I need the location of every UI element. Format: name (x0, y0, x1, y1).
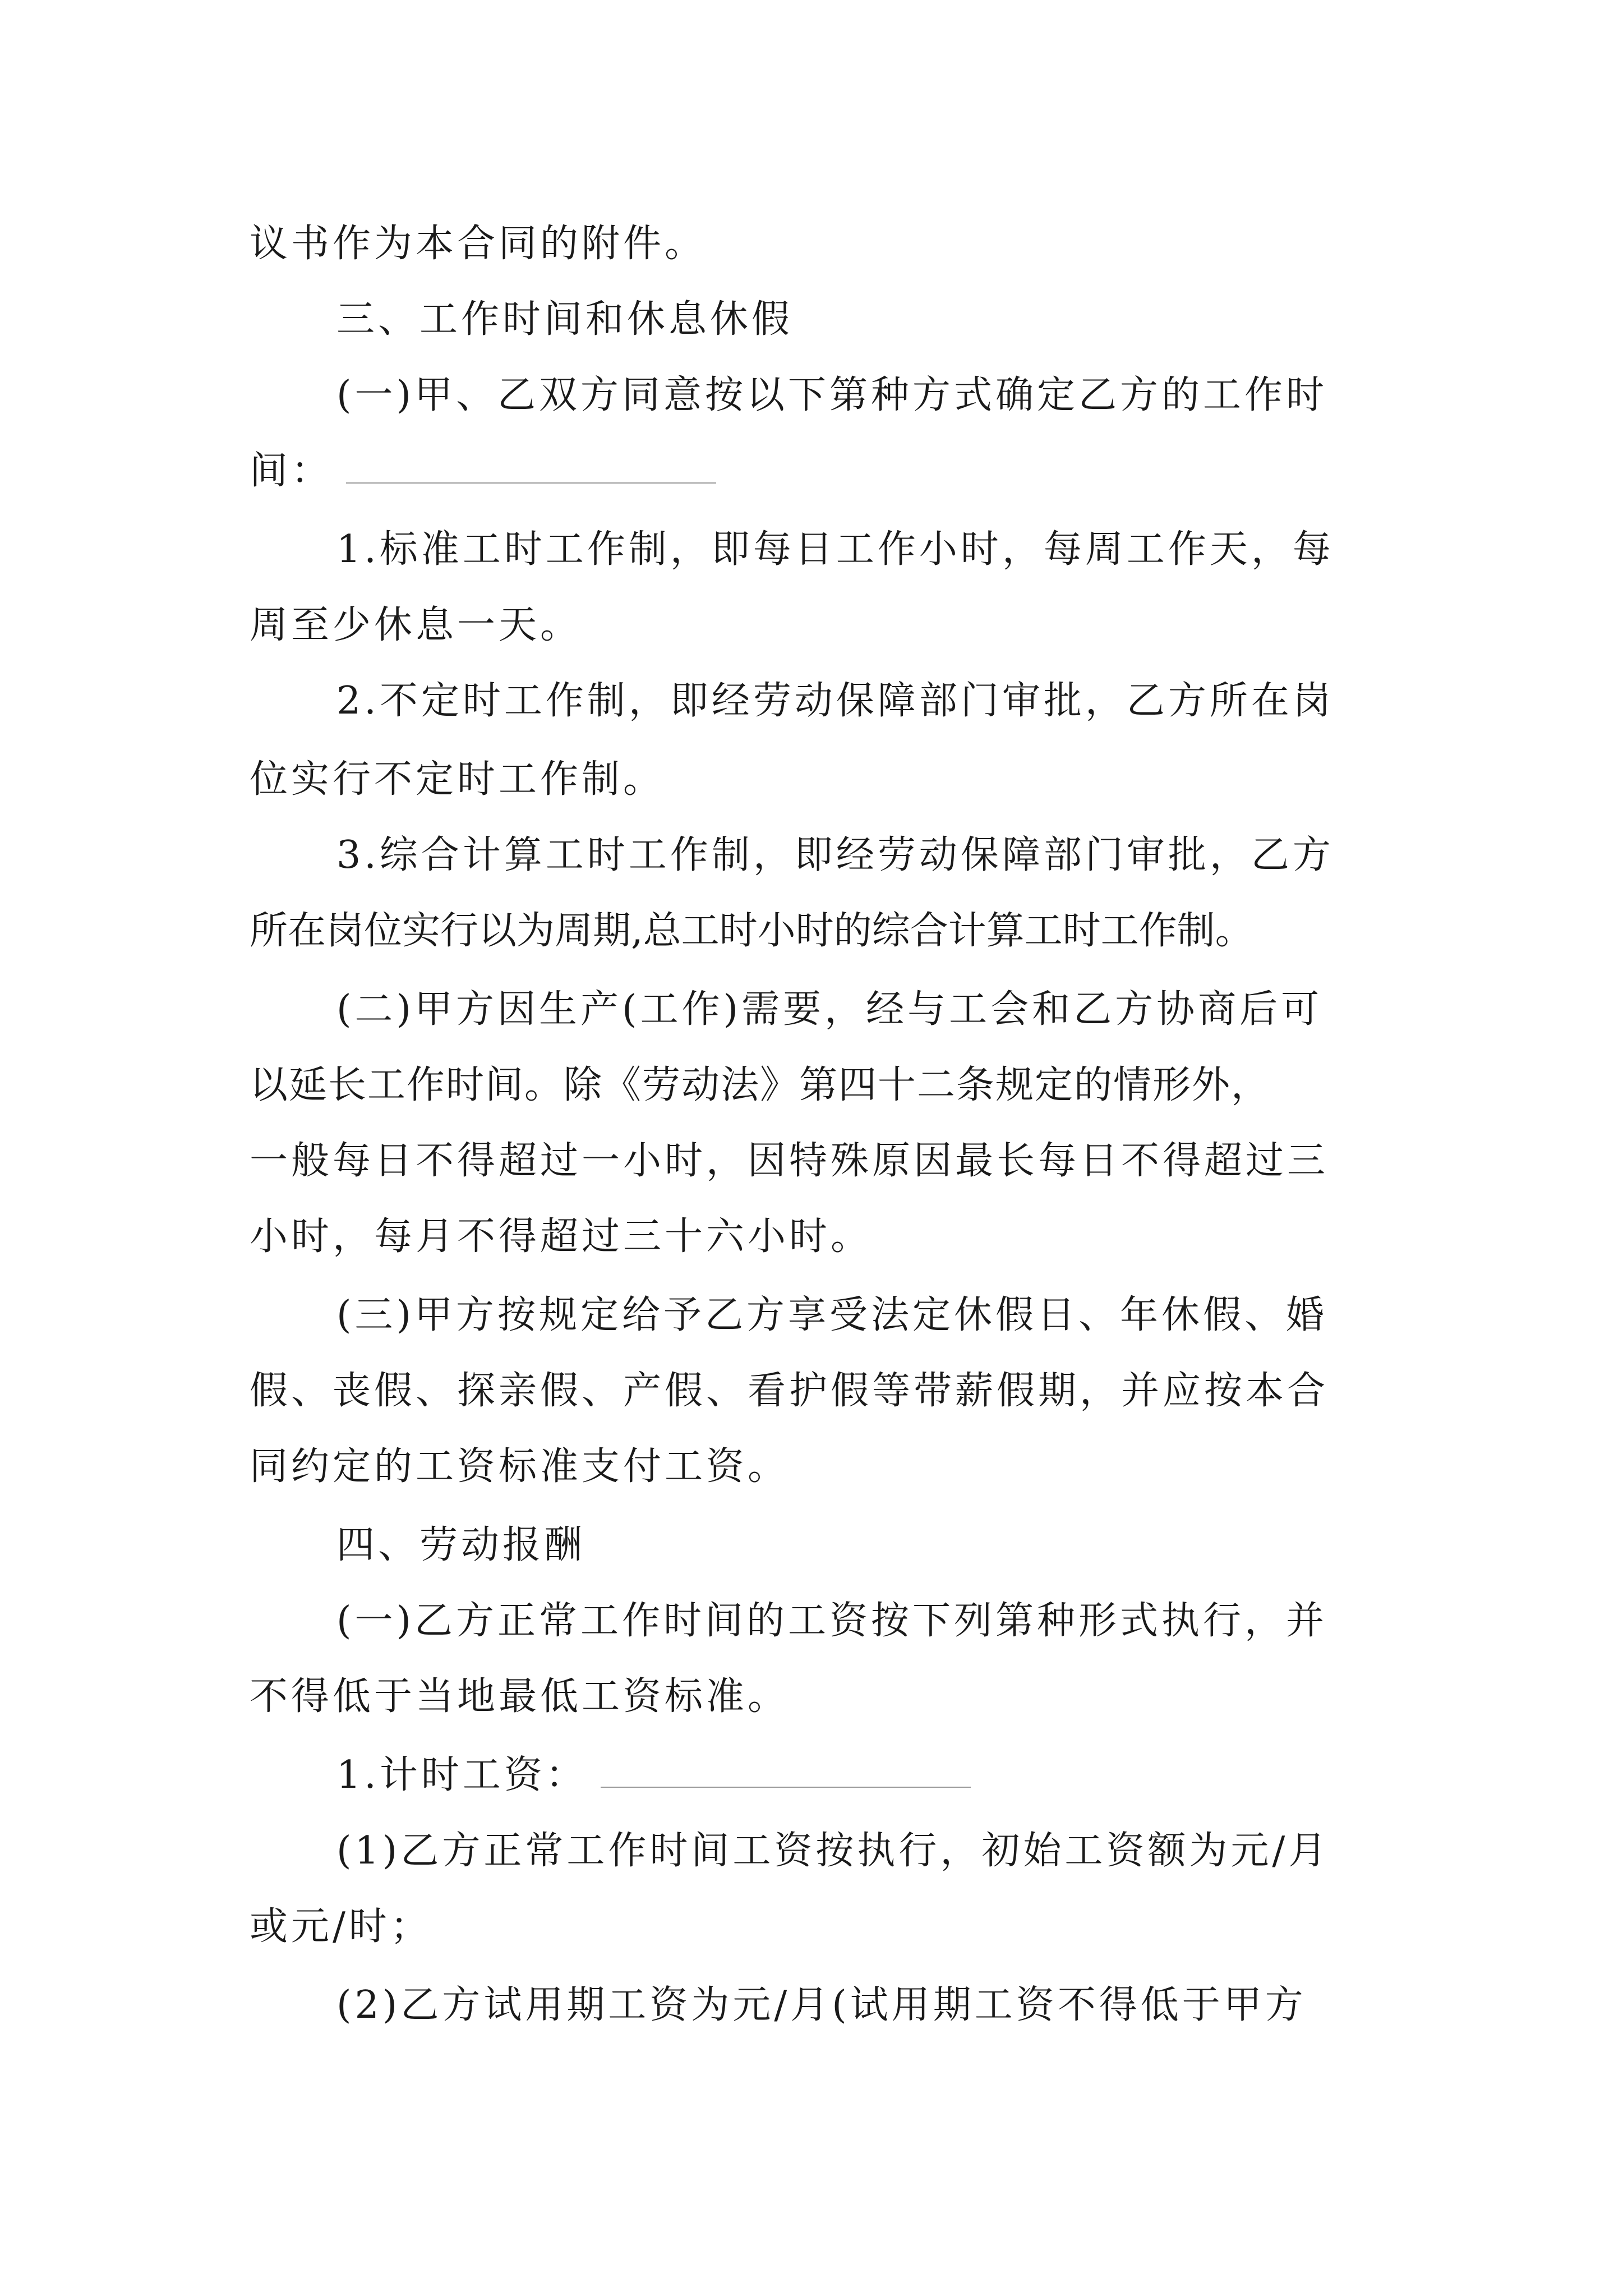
text-line-6 (250, 597, 1377, 654)
section-heading-3 (336, 292, 1377, 348)
text-line-7-content: 2.不定时工作制，即经劳动保障部门审批，乙方所在岗 (336, 679, 1334, 723)
text-line-21 (336, 1747, 1377, 1803)
text-line-4-content: 间： (250, 449, 333, 493)
text-line-9 (336, 827, 1377, 884)
text-line-23 (250, 1899, 1377, 1955)
section-heading-4-text: 四、劳动报酬 (336, 1523, 586, 1567)
text-line-16-content: 假、丧假、探亲假、产假、看护假等带薪假期，并应按本合 (250, 1369, 1329, 1413)
text-line-24-content: (2)乙方试用期工资为元/月(试用期工资不得低于甲方 (336, 1983, 1307, 2027)
fill-in-blank-work-time[interactable] (346, 449, 716, 484)
text-line-24 (336, 1977, 1377, 2033)
text-line-1-content: 议书作为本合同的附件。 (250, 222, 707, 266)
text-line-15-content: (三)甲方按规定给予乙方享受法定休假日、年休假、婚 (336, 1293, 1328, 1337)
text-line-8-content: 位实行不定时工作制。 (250, 757, 665, 802)
text-line-22 (336, 1823, 1377, 1879)
text-line-19-content: (一)乙方正常工作时间的工资按下列第种形式执行，并 (336, 1599, 1328, 1643)
text-line-8 (250, 752, 1377, 808)
text-line-21-content: 1.计时工资： (336, 1753, 587, 1797)
text-line-12-content: 以延长工作时间。除《劳动法》第四十二条规定的情形外， (250, 1063, 1271, 1107)
text-line-3 (336, 367, 1377, 424)
text-line-3-content: (一)甲、乙双方同意按以下第种方式确定乙方的工作时 (336, 373, 1328, 417)
text-line-13-content: 一般每日不得超过一小时，因特殊原因最长每日不得超过三 (250, 1139, 1329, 1183)
text-line-4 (250, 443, 1377, 499)
text-line-10 (250, 903, 1377, 959)
text-line-11-content: (二)甲方因生产(工作)需要，经与工会和乙方协商后可 (336, 987, 1323, 1032)
text-line-17-content: 同约定的工资标准支付工资。 (250, 1444, 790, 1489)
text-line-23-content: 或元/时； (250, 1904, 432, 1949)
text-line-6-content: 周至少休息一天。 (250, 603, 582, 647)
text-line-19 (336, 1593, 1377, 1649)
text-line-14-content: 小时，每月不得超过三十六小时。 (250, 1214, 873, 1259)
text-line-12 (250, 1057, 1377, 1114)
section-heading-3-text: 三、工作时间和休息休假 (336, 297, 794, 342)
text-line-17 (250, 1439, 1377, 1495)
text-line-16 (250, 1363, 1377, 1419)
text-line-11 (336, 982, 1377, 1038)
text-line-7 (336, 673, 1377, 729)
text-line-5-content: 1.标准工时工作制，即每日工作小时，每周工作天，每 (336, 527, 1334, 572)
text-line-5 (336, 522, 1377, 578)
section-heading-4 (336, 1517, 1377, 1573)
text-line-20-content: 不得低于当地最低工资标准。 (250, 1674, 790, 1719)
text-line-1 (250, 216, 1377, 272)
text-line-14 (250, 1209, 1377, 1265)
text-line-15 (336, 1287, 1377, 1343)
fill-in-blank-hourly-wage[interactable] (601, 1753, 971, 1788)
text-line-13 (250, 1133, 1377, 1189)
text-line-22-content: (1)乙方正常工作时间工资按执行，初始工资额为元/月 (336, 1829, 1330, 1873)
text-line-20 (250, 1669, 1377, 1725)
text-line-10-content: 所在岗位实行以为周期,总工时小时的综合计算工时工作制。 (250, 909, 1253, 953)
text-line-9-content: 3.综合计算工时工作制，即经劳动保障部门审批，乙方 (336, 833, 1334, 877)
